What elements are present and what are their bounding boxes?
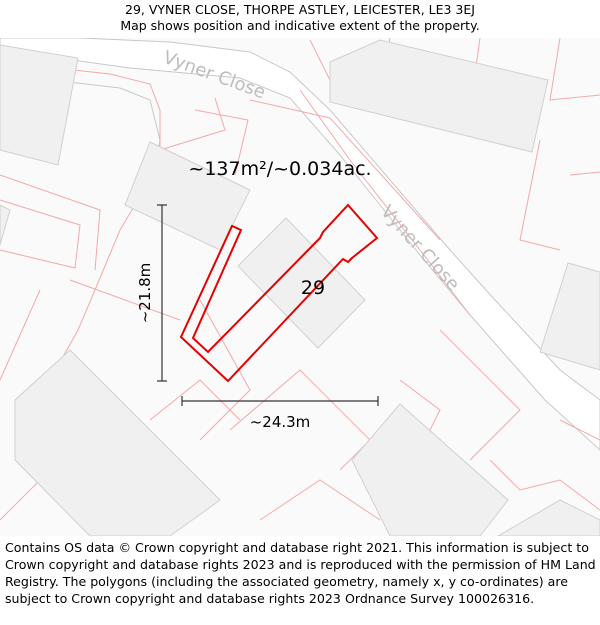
street-label-top: Vyner Close bbox=[160, 46, 269, 104]
map-canvas bbox=[0, 38, 600, 536]
copyright-footer: Contains OS data © Crown copyright and database right 2021. This information is subject to Crown copyright and database rights 2023 and is reproduced with the permission of HM Land Registry. The polygons (including the associated geometry, namely x, y co-ordinates) are subject to Crown copyright and database rights 2023 Ordnance Survey 100026316. bbox=[5, 540, 596, 606]
address-title: 29, VYNER CLOSE, THORPE ASTLEY, LEICESTER, LE3 3EJ bbox=[125, 2, 475, 17]
street-label-right: Vyner Close bbox=[376, 201, 464, 295]
house-number: 29 bbox=[300, 277, 326, 299]
map-header bbox=[0, 0, 600, 40]
property-map[interactable] bbox=[0, 38, 600, 536]
height-measurement-label: ~21.8m bbox=[136, 262, 154, 324]
area-label: ~137m²/~0.034ac. bbox=[188, 158, 372, 180]
width-measurement-label: ~24.3m bbox=[249, 413, 311, 431]
map-subtitle: Map shows position and indicative extent of the property. bbox=[120, 18, 480, 33]
